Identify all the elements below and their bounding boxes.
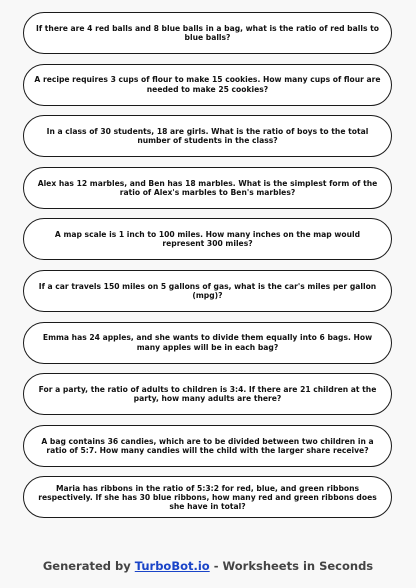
question-card-1 bbox=[23, 12, 392, 54]
question-card-2 bbox=[23, 64, 392, 106]
question-text: If there are 4 red balls and 8 blue balls in a bag, what is the ratio of red balls to blue balls? bbox=[36, 23, 379, 42]
question-text: A recipe requires 3 cups of flour to make 15 cookies. How many cups of flour are needed to make 25 cookies? bbox=[34, 75, 381, 94]
question-card-4 bbox=[23, 167, 392, 209]
question-text: In a class of 30 students, 18 are girls. What is the ratio of boys to the total number of students in the class? bbox=[46, 126, 369, 146]
question-card-5 bbox=[23, 218, 392, 260]
question-list bbox=[23, 12, 392, 528]
question-text: A bag contains 36 candies, which are to be divided between two children in a ratio of 5:7. How many candies will the child with the larger share receive? bbox=[41, 436, 374, 455]
footer-prefix: Generated by bbox=[42, 559, 135, 573]
footer bbox=[0, 559, 416, 573]
question-text: Emma has 24 apples, and she wants to divide them equally into 6 bags. How many apples will be in each bag? bbox=[42, 333, 373, 352]
question-text: Maria has ribbons in the ratio of 5:3:2 for red, blue, and green ribbons respectively. If she has 30 blue ribbons, how many red and green ribbons does she have in total? bbox=[38, 483, 377, 511]
question-card-9 bbox=[23, 425, 392, 467]
question-text: Alex has 12 marbles, and Ben has 18 marbles. What is the simplest form of the ratio of Alex's marbles to Ben's marbles? bbox=[37, 178, 378, 197]
question-card-8 bbox=[23, 373, 392, 415]
question-text: If a car travels 150 miles on 5 gallons of gas, what is the car's miles per gallon (mpg)? bbox=[38, 281, 377, 300]
question-text: A map scale is 1 inch to 100 miles. How many inches on the map would represent 300 miles? bbox=[54, 230, 361, 249]
question-card-7 bbox=[23, 322, 392, 364]
question-card-10 bbox=[23, 476, 392, 518]
question-text: For a party, the ratio of adults to children is 3:4. If there are 21 children at the party, how many adults are there? bbox=[38, 384, 377, 404]
footer-suffix: - Worksheets in Seconds bbox=[209, 559, 374, 573]
turbobot-link[interactable]: TurboBot.io bbox=[134, 559, 210, 573]
question-card-3 bbox=[23, 115, 392, 157]
question-card-6 bbox=[23, 270, 392, 312]
